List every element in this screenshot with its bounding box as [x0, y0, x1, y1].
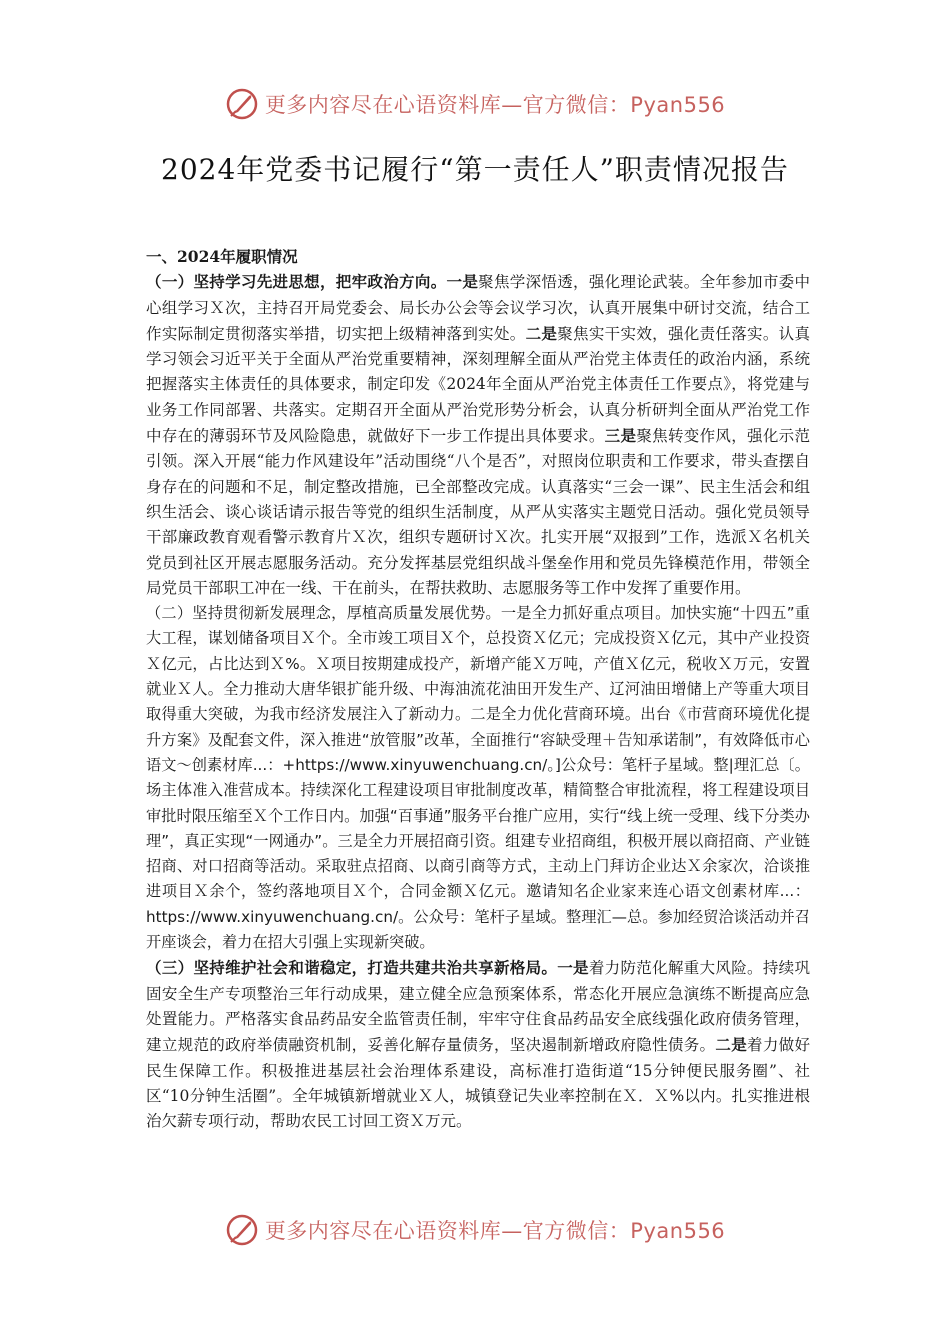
- paragraph-3: [146, 955, 810, 1134]
- paragraph-1-text-3: 聚焦转变作风，强化示范引领。深入开展“能力作风建设年”活动围绕“八个是否”，对照岗位职责和工作要求，带头查摆自身存在的问题和不足，制定整改措施，已全部整改完成。认真落实“三会一课”、民主生活会和组织生活会、谈心谈话请示报告等党的组织生活制度，从严从实落实主题党日活动。强化党员领导干部廉政教育观看警示教育片Ｘ次，组织专题研讨Ｘ次。扎实开展“双报到”工作，选派Ｘ名机关党员到社区开展志愿服务活动。充分发挥基层党组织战斗堡垒作用和党员先锋模范作用，带领全局党员干部职工冲在一线、干在前头，在帮扶救助、志愿服务等工作中发挥了重要作用。: [146, 427, 810, 597]
- paragraph-1-lead: （一）坚持学习先进思想，把牢政治方向。: [146, 272, 447, 292]
- header-banner: [0, 82, 950, 126]
- paragraph-1-text-2: 聚焦实干实效，强化责任落实。认真学习领会习近平关于全面从严治党重要精神，深刻理解全面从严治党主体责任的政治内涵，系统把握落实主体责任的具体要求，制定印发《2024年全面从严治党主体责任工作要点》，将党建与业务工作同部署、共落实。定期召开全面从严治党形势分析会，认真分析研判全面从严治党工作中存在的薄弱环节及风险隐患，就做好下一步工作提出具体要求。: [146, 324, 810, 446]
- keyword-second: 二是: [525, 323, 558, 343]
- keyword-third: 三是: [604, 426, 637, 446]
- section-heading: 一、2024年履职情况: [146, 247, 298, 266]
- keyword-second: 二是: [715, 1035, 748, 1055]
- paragraph-3-text-2: 着力做好民生保障工作。积极推进基层社会治理体系建设，高标准打造街道“15分钟便民服务圈”、社区“10分钟生活圈”。全年城镇新增就业Ｘ人，城镇登记失业率控制在Ｘ．Ｘ%以内。扎实推进根治欠薪专项行动，帮助农民工讨回工资Ｘ万元。: [146, 1036, 810, 1131]
- paragraph-3-lead: （三）坚持维护社会和谐稳定，打造共建共治共享新格局。: [146, 958, 558, 978]
- keyword-first: 一是: [557, 958, 589, 978]
- quill-logo-icon: [225, 87, 259, 121]
- quill-logo-icon: [225, 1213, 259, 1247]
- paragraph-1: [146, 269, 810, 601]
- document-title: 2024年党委书记履行“第一责任人”职责情况报告: [161, 153, 789, 186]
- paragraph-3-text-1: 着力防范化解重大风险。持续巩固安全生产专项整治三年行动成果，建立健全应急预案体系，常态化开展应急演练不断提高应急处置能力。严格落实食品药品安全监管责任制，牢牢守住食品药品安全底线强化政府债务管理，建立规范的政府举债融资机制，妥善化解存量债务，坚决遏制新增政府隐性债务。: [146, 959, 810, 1055]
- banner-text: 更多内容尽在心语资料库—官方微信：Pyan556: [264, 93, 726, 117]
- document-body: [146, 244, 810, 1134]
- keyword-first: 一是: [446, 272, 479, 292]
- banner-text: 更多内容尽在心语资料库—官方微信：Pyan556: [264, 1219, 726, 1243]
- footer-banner: [0, 1208, 950, 1252]
- paragraph-2: （二）坚持贯彻新发展理念，厚植高质量发展优势。一是全力抓好重点项目。加快实施“十四五”重大工程，谋划储备项目Ｘ个。全市竣工项目Ｘ个，总投资Ｘ亿元；完成投资Ｘ亿元，其中产业投资Ｘ亿元，占比达到Ｘ%。Ｘ项目按期建成投产，新增产能Ｘ万吨，产值Ｘ亿元，税收Ｘ万元，安置就业Ｘ人。全力推动大唐华银扩能升级、中海油流花油田开发生产、辽河油田增储上产等重大项目取得重大突破，为我市经济发展注入了新动力。二是全力优化营商环境。出台《市营商环境优化提升方案》及配套文件，深入推进“放管服”改革，全面推行“容缺受理＋告知承诺制”，有效降低市心语文～创素材库...：+https://www.xinyuwenchuang.cn/。]公众号：笔杆子星域。整|理汇总〔。场主体准入准营成本。持续深化工程建设项目审批制度改革，精简整合审批流程，将工程建设项目审批时限压缩至Ｘ个工作日内。加强“百事通”服务平台推广应用，实行“线上统一受理、线下分类办理”，真正实现“一网通办”。三是全力开展招商引资。组建专业招商组，积极开展以商招商、产业链招商、对口招商等活动。采取驻点招商、以商引商等方式，主动上门拜访企业达Ｘ余家次，洽谈推进项目Ｘ余个，签约落地项目Ｘ个，合同金额Ｘ亿元。邀请知名企业家来连心语文创素材库...：https://www.xinyuwenchuang.cn/。公众号：笔杆子星域。整理汇—总。参加经贸洽谈活动并召开座谈会，着力在招大引强上实现新突破。: [146, 604, 810, 952]
- paragraph-1-text-1: 聚焦学深悟透，强化理论武装。全年参加市委中心组学习Ｘ次，主持召开局党委会、局长办公会等会议学习次，认真开展集中研讨交流，结合工作实际制定贯彻落实举措，切实把上级精神落到实处。: [146, 273, 810, 343]
